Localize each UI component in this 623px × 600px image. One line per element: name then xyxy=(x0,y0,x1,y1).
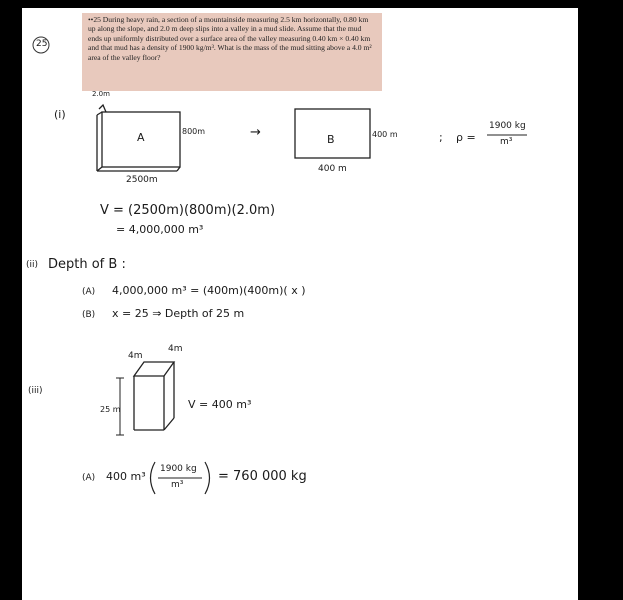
density-separator: ; xyxy=(439,131,443,144)
box-b-label: B xyxy=(327,133,335,146)
problem-number: 25 xyxy=(36,39,48,49)
mass-left-paren xyxy=(151,462,156,494)
mass-right-paren xyxy=(205,462,210,494)
box-b-side-label: 400 m xyxy=(372,130,398,139)
mass-result: = 760 000 kg xyxy=(218,469,307,484)
box-b-bottom-label: 400 m xyxy=(318,164,347,174)
mass-denominator: m³ xyxy=(171,480,184,490)
mass-tag: (A) xyxy=(82,473,96,483)
part-i-label: (i) xyxy=(54,108,66,121)
mass-numerator: 1900 kg xyxy=(160,464,197,474)
density-numerator: 1900 kg xyxy=(489,121,526,131)
column-width-label: 4m xyxy=(128,351,143,361)
volume-result: = 4,000,000 m³ xyxy=(116,223,204,236)
column-depth-label: 4m xyxy=(168,344,183,354)
volume-equation: V = (2500m)(800m)(2.0m) xyxy=(100,203,276,218)
part-ii-label: (ii) xyxy=(26,260,39,270)
part-ii-title: Depth of B : xyxy=(48,257,126,272)
column-drawing xyxy=(134,362,174,430)
step-a-tag: (A) xyxy=(82,287,96,297)
box-a-label: A xyxy=(137,131,145,144)
column-height-label: 25 m xyxy=(100,405,121,414)
worksheet xyxy=(22,8,578,600)
problem-text: ••25 During heavy rain, a section of a mountainside measuring 2.5 km horizontally, 0.80 km up along the slope, and 2.0 m deep slips into a valley in a mud slide. Assume that the mud ends up uniformly distributed over a surface area of the valley measuring 0.40 km × 0.40 km and that mud has a density of 1900 kg/m³. What is the mass of the mud sitting above a 4.0 m² area of the valley floor? xyxy=(88,15,372,62)
step-b-result: x = 25 ⇒ Depth of 25 m xyxy=(112,307,245,320)
density-denominator: m³ xyxy=(500,137,513,147)
step-a-equation: 4,000,000 m³ = (400m)(400m)( x ) xyxy=(112,284,306,297)
part-iii-label: (iii) xyxy=(28,386,43,396)
transform-arrow: → xyxy=(250,125,261,140)
box-a-bottom-label: 2500m xyxy=(126,175,158,185)
column-volume: V = 400 m³ xyxy=(188,398,252,411)
density-lhs: ρ = xyxy=(456,131,476,144)
mass-lhs: 400 m³ xyxy=(106,470,146,483)
step-b-tag: (B) xyxy=(82,310,96,320)
box-a-side-label: 800m xyxy=(182,127,206,136)
thickness-label: 2.0m xyxy=(92,90,110,98)
